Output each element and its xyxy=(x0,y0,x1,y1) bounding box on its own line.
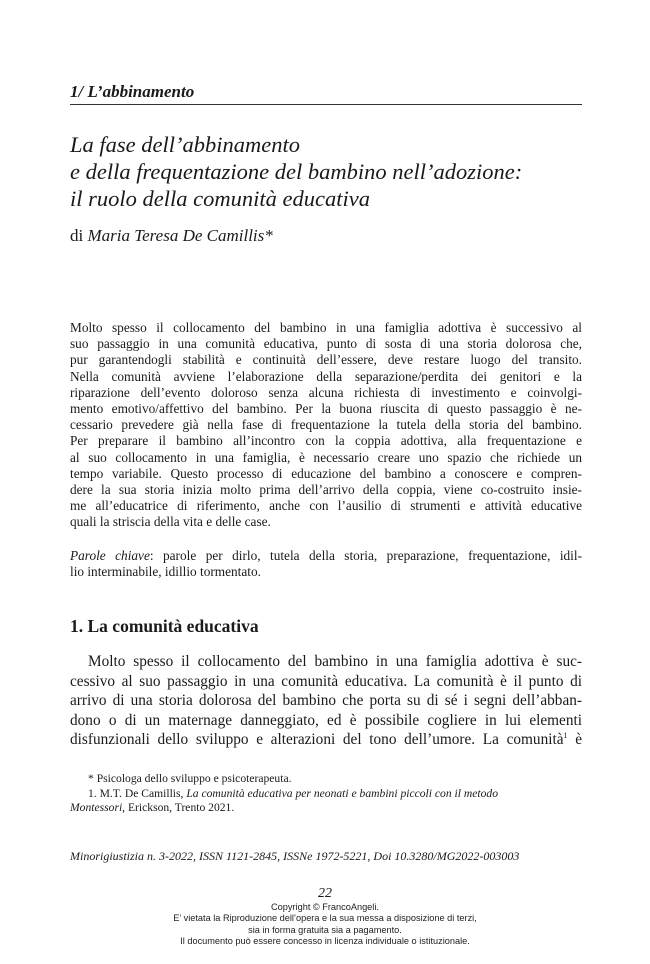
abstract-line: Per preparare il bambino all’incontro con la coppia adottiva, alla frequentazione e xyxy=(70,433,582,449)
abstract-line: me all’educatrice di riferimento, anche con l’ausilio di strumenti e attività educative xyxy=(70,498,582,514)
page-number: 22 xyxy=(318,886,332,901)
abstract-line: al suo collocamento in una famiglia, è necessario creare uno spazio che richiede un xyxy=(70,449,582,465)
footnote-1-suffix: , Erickson, Trento 2021. xyxy=(122,801,235,814)
body-text xyxy=(70,652,582,750)
abstract-line: quali la striscia della vita e delle case. xyxy=(70,514,271,530)
abstract-line: Nella comunità avviene l’elaborazione della separazione/perdita dei genitori e la xyxy=(70,368,582,384)
footnote-1-cont xyxy=(70,801,582,816)
byline xyxy=(70,226,273,246)
abstract-line: riparazione dell’evento doloroso senza alcuna richiesta di investimento e coinvolgi- xyxy=(70,384,582,400)
copyright-notice xyxy=(0,902,650,947)
byline-prefix: di xyxy=(70,226,88,245)
copyright-line: sia in forma gratuita sia a pagamento. xyxy=(248,924,402,935)
abstract-line: suo passaggio in una comunità educativa, punto di sosta di una storia dolorosa che, xyxy=(70,336,582,352)
abstract-line: Molto spesso il collocamento del bambino in una famiglia adottiva è successivo al xyxy=(70,320,582,335)
title-line: e della frequentazione del bambino nell’adozione: xyxy=(70,159,523,184)
abstract xyxy=(70,320,582,531)
header-rule xyxy=(70,104,582,105)
abstract-line: dere la sua storia inizia molto prima dell’arrivo della coppia, viene co-costruito insie- xyxy=(70,482,582,498)
body-line: Molto spesso il collocamento del bambino in una famiglia adottiva è suc- xyxy=(88,653,582,670)
section-header: 1/ L’abbinamento xyxy=(70,82,195,101)
body-line: cessivo al suo passaggio in una comunità educativa. La comunità è il punto di xyxy=(70,672,582,690)
body-line: arrivo di una storia dolorosa del bambino che porta su di sé i segni dell’abban- xyxy=(70,692,582,710)
copyright-line: Il documento può essere concesso in licenza individuale o istituzionale. xyxy=(180,935,470,946)
body-text-span: disfunzionali dello sviluppo e alterazioni del tono dell’umore. La comunità xyxy=(70,731,564,749)
keywords xyxy=(70,548,582,580)
copyright-line: Copyright © FrancoAngeli. xyxy=(271,902,379,912)
footnote-ref: 1 xyxy=(563,731,568,741)
abstract-line: cessario prevedere già nella fase di frequentazione la tutela della storia del bambino. xyxy=(70,417,582,433)
keywords-text: : parole per dirlo, tutela della storia, preparazione, frequentazione, idil- xyxy=(149,548,583,563)
title-line: il ruolo della comunità educativa xyxy=(70,186,370,211)
abstract-line: mento emotivo/affettivo del bambino. Per la buona riuscita di questo passaggio è ne- xyxy=(70,401,582,417)
article-title xyxy=(70,131,600,212)
keywords-line xyxy=(70,548,582,564)
abstract-line: tempo variabile. Questo processo di educazione del bambino a conoscere e compren- xyxy=(70,465,582,481)
copyright-line: E’ vietata la Riproduzione dell’opera e la sua messa a disposizione di terzi, xyxy=(173,913,477,924)
keywords-line: lio interminabile, idillio tormentato. xyxy=(70,564,261,580)
footnote-1-title-cont: Montessori xyxy=(70,801,123,814)
journal-citation: Minorigiustizia n. 3-2022, ISSN 1121-2845, ISSNe 1972-5221, Doi 10.3280/MG2022-003003 xyxy=(70,849,520,863)
body-line: dono o di un maternage danneggiato, ed è possibile cogliere in lui elementi xyxy=(70,711,582,729)
abstract-line: pur garantendogli stabilità e continuità dell’essere, deve restare luogo del transito. xyxy=(70,352,582,368)
section-heading: 1. La comunità educativa xyxy=(70,616,259,636)
body-text-span: è xyxy=(567,731,582,749)
footnote-1 xyxy=(70,787,582,802)
keywords-label: Parole chiave xyxy=(70,548,150,563)
title-line: La fase dell’abbinamento xyxy=(70,132,300,157)
footnote-1-prefix: 1. M.T. De Camillis, xyxy=(88,786,187,800)
author-name: Maria Teresa De Camillis* xyxy=(87,226,273,245)
footnotes xyxy=(70,772,582,816)
footnote-1-title: La comunità educativa per neonati e bambini piccoli con il metodo xyxy=(186,786,499,800)
body-line xyxy=(70,730,582,750)
footnote-author: * Psicologa dello sviluppo e psicoterapeuta. xyxy=(88,772,292,785)
